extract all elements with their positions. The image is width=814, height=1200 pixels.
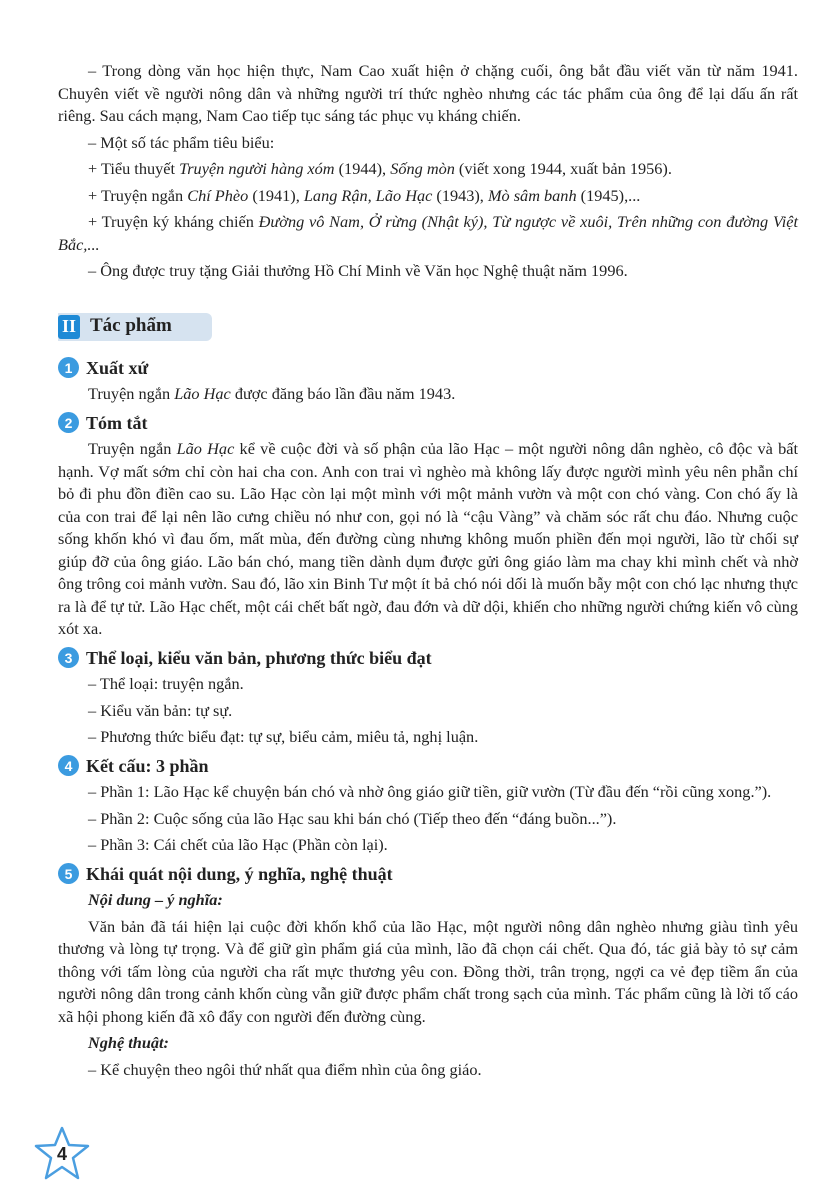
section-number: II <box>58 315 80 339</box>
text-run: – Kể chuyện theo ngôi thứ nhất qua điểm nhìn của ông giáo. <box>88 1059 482 1079</box>
paragraph <box>58 132 798 155</box>
text-run: Truyện ngắn <box>88 384 175 403</box>
text-run: Lão Hạc <box>176 439 235 458</box>
text-run: – Phần 1: Lão Hạc kể chuyện bán chó và nhờ ông giáo giữ tiền, giữ vườn (Từ đầu đến “rồi cũng xong.”). <box>88 782 772 801</box>
subsection-heading <box>58 755 798 778</box>
text-run: Chí Phèo <box>187 185 249 205</box>
text-run: Văn bản đã tái hiện lại cuộc đời khốn khổ của lão Hạc, một người nông dân nghèo nhưng giàu tình yêu thương và lòng tự trọng. Và để giữ gìn phẩm giá của mình, lão đã chọn cái chết. Qua đó, tác giả bày tỏ sự cảm thông với tấm lòng của người cha rất mực thương yêu con. Đồng thời, trân trọng, ngợi ca vẻ đẹp tiềm ẩn của người nông dân trong cảnh khốn cùng vẫn giữ được phẩm chất trong sạch của mình. Tác phẩm cũng là lời tố cáo xã hội phong kiến đã xô đẩy con người đến đường cùng. <box>58 916 798 1026</box>
paragraph <box>58 383 798 406</box>
text-run: (1945),... <box>576 185 641 205</box>
subsection-heading <box>58 647 798 670</box>
text-run: Nghệ thuật: <box>88 1033 169 1052</box>
text-run: kể về cuộc đời và số phận của lão Hạc – một người nông dân nghèo, cô độc và bất hạnh. Vợ mất sớm chỉ còn hai cha con. Anh con trai vì nghèo mà không lấy được người mình yêu nên phẫn chí bỏ đi phu đồn điền cao su. Lão Hạc còn lại một mình với một mảnh vườn và một con chó vàng. Con chó ấy là của con trai để lại nên lão cưng chiều nó như con, gọi nó là “cậu Vàng” và chăm sóc rất chu đáo. Nhưng cuộc sống khốn khó vì đau ốm, mất mùa, đến đường cùng nhưng không muốn phiền đến mọi người, lão từ chối sự giúp đỡ của ông giáo. Lão bán chó, mang tiền dành dụm được gửi ông giáo làm ma chay khi mình chết và nhờ ông trông coi mảnh vườn. Sau đó, lão xin Binh Tư một ít bả chó nói dối là muốn bẫy một con chó lạc nhưng thực ra là để tự tử. Lão Hạc chết, một cái chết bất ngờ, đau đớn và dữ dội, khiến cho những người chứng kiến vô cùng xót xa. <box>58 439 799 638</box>
section-title: Tác phẩm <box>90 315 172 337</box>
number-circle-icon: 4 <box>58 755 79 776</box>
section-heading <box>58 313 212 341</box>
text-run: – Thể loại: truyện ngắn. <box>88 674 244 693</box>
paragraph <box>58 158 798 181</box>
paragraph <box>58 438 798 641</box>
subsection-heading <box>58 412 798 435</box>
subsection-title: Tóm tắt <box>86 412 148 433</box>
text-run: – Ông được truy tặng Giải thưởng Hồ Chí Minh về Văn học Nghệ thuật năm 1996. <box>88 261 628 280</box>
subsection-title: Thể loại, kiểu văn bản, phương thức biểu đạt <box>86 647 432 668</box>
number-circle-icon: 2 <box>58 412 79 433</box>
text-run: Lang Rận, Lão Hạc <box>303 185 433 205</box>
page-number: 4 <box>56 1144 67 1164</box>
page-number-badge <box>32 1125 92 1183</box>
paragraph <box>58 781 798 804</box>
number-circle-icon: 5 <box>58 863 79 884</box>
text-run: Nội dung – ý nghĩa: <box>88 890 223 909</box>
paragraph <box>58 916 798 1029</box>
text-run: (1943), <box>432 185 488 205</box>
text-run: Truyện ngắn <box>88 439 177 458</box>
subsection-heading <box>58 357 798 380</box>
text-run: – Một số tác phẩm tiêu biểu: <box>88 132 275 152</box>
subsection-title: Xuất xứ <box>86 357 149 378</box>
paragraph <box>58 834 798 857</box>
text-run: được đăng báo lần đầu năm 1943. <box>230 384 456 403</box>
paragraph <box>58 260 798 283</box>
text-run: + Tiểu thuyết <box>88 159 180 178</box>
paragraph <box>58 673 798 696</box>
text-run: Truyện người hàng xóm <box>179 159 335 178</box>
text-run: Sống mòn <box>390 159 455 178</box>
paragraph <box>58 726 798 749</box>
text-run: – Trong dòng văn học hiện thực, Nam Cao xuất hiện ở chặng cuối, ông bắt đầu viết văn từ năm 1941. Chuyên viết về người nông dân và những người trí thức nghèo nhưng các tác phẩm của ông để lại dấu ấn rất riêng. Sau cách mạng, Nam Cao tiếp tục sáng tác phục vụ kháng chiến. <box>58 61 798 125</box>
paragraph <box>58 808 798 831</box>
paragraph <box>58 60 798 128</box>
text-run: – Phần 3: Cái chết của lão Hạc (Phần còn lại). <box>88 835 388 854</box>
subsection-title: Khái quát nội dung, ý nghĩa, nghệ thuật <box>86 863 393 884</box>
number-circle-icon: 1 <box>58 357 79 378</box>
text-run: Lão Hạc <box>174 384 231 403</box>
text-run: – Phần 2: Cuộc sống của lão Hạc sau khi bán chó (Tiếp theo đến “đáng buồn...”). <box>88 808 617 828</box>
text-run: + Truyện ngắn <box>88 185 188 205</box>
text-run: (1944), <box>334 159 391 178</box>
paragraph <box>58 211 798 256</box>
text-run: + Truyện ký kháng chiến <box>88 212 259 231</box>
text-run: (1941), <box>248 185 304 205</box>
text-run: (viết xong 1944, xuất bản 1956). <box>454 159 672 178</box>
text-run: Mò sâm banh <box>487 185 577 205</box>
subsection-title: Kết cấu: 3 phần <box>86 755 209 776</box>
paragraph <box>58 1032 798 1055</box>
page-content <box>58 60 798 1085</box>
subsection-heading <box>58 863 798 886</box>
paragraph <box>58 889 798 912</box>
paragraph <box>58 1059 798 1082</box>
author-intro <box>58 60 798 283</box>
text-run: – Kiểu văn bản: tự sự. <box>88 700 233 720</box>
work-parts <box>58 357 798 1082</box>
text-run: Đường vô Nam, Ở rừng (Nhật ký), Từ ngược về xuôi, Trên những con đường Việt Bắc,... <box>58 212 798 254</box>
number-circle-icon: 3 <box>58 647 79 668</box>
paragraph <box>58 185 798 208</box>
paragraph <box>58 700 798 723</box>
text-run: – Phương thức biểu đạt: tự sự, biểu cảm, miêu tả, nghị luận. <box>88 727 479 746</box>
